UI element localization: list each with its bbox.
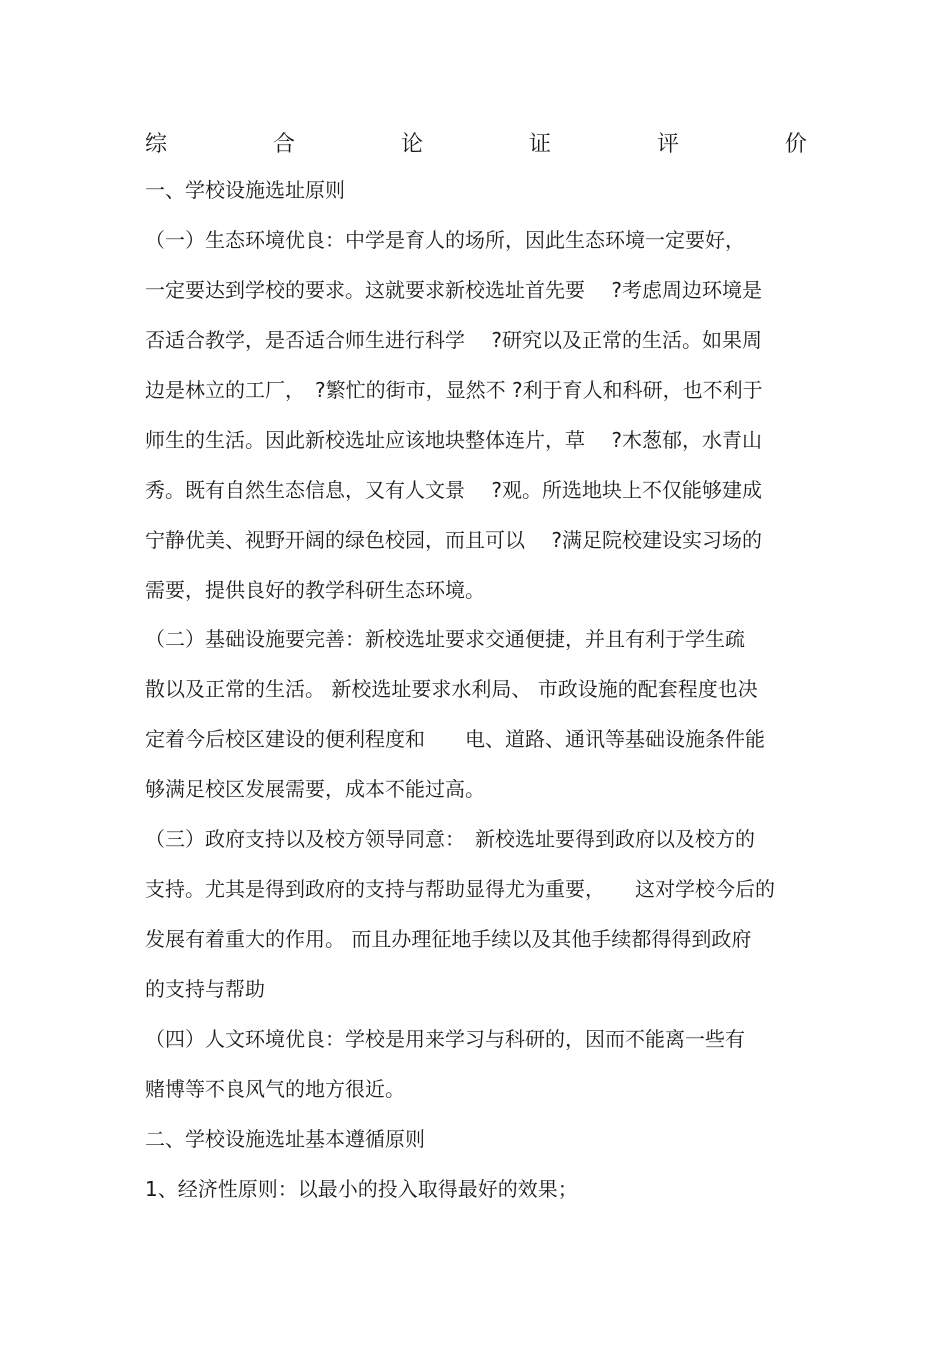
text-line: 1、经济性原则：以最小的投入取得最好的效果； [145,1177,578,1201]
title-char: 价 [784,131,807,157]
title-char: 证 [528,131,551,157]
title-char: 合 [272,131,295,157]
text-line: 否适合教学，是否适合师生进行科学 ?研究以及正常的生活。如果周 [145,328,762,352]
section-heading-1: 一、学校设施选址原则 [145,178,345,202]
document-title [145,124,807,160]
section-heading-2: 二、学校设施选址基本遵循原则 [145,1127,425,1151]
text-line: （三）政府支持以及校方领导同意： 新校选址要得到政府以及校方的 [145,827,755,851]
text-line: 边是林立的工厂， ?繁忙的街市，显然不 ?利于育人和科研，也不利于 [145,378,763,402]
text-line: 一定要达到学校的要求。这就要求新校选址首先要 ?考虑周边环境是 [145,278,762,302]
text-line: 支持。尤其是得到政府的支持与帮助显得尤为重要， 这对学校今后的 [145,877,775,901]
text-line: 散以及正常的生活。 新校选址要求水利局、 市政设施的配套程度也决 [145,677,758,701]
text-line: 够满足校区发展需要，成本不能过高。 [145,777,485,801]
text-line: 需要，提供良好的教学科研生态环境。 [145,578,485,602]
text-line: （一）生态环境优良：中学是育人的场所，因此生态环境一定要好， [145,228,745,252]
text-line: （四）人文环境优良：学校是用来学习与科研的，因而不能离一些有 [145,1027,745,1051]
title-char: 综 [145,131,168,157]
text-line: 发展有着重大的作用。 而且办理征地手续以及其他手续都得得到政府 [145,927,752,951]
text-line: 宁静优美、视野开阔的绿色校园，而且可以 ?满足院校建设实习场的 [145,528,762,552]
title-char: 评 [656,131,679,157]
text-line: （二）基础设施要完善：新校选址要求交通便捷，并且有利于学生疏 [145,627,745,651]
text-line: 赌博等不良风气的地方很近。 [145,1077,405,1101]
text-line: 师生的生活。因此新校选址应该地块整体连片，草 ?木葱郁，水青山 [145,428,762,452]
title-char: 论 [400,131,423,157]
text-line: 秀。既有自然生态信息，又有人文景 ?观。所选地块上不仅能够建成 [145,478,762,502]
text-line: 的支持与帮助 [145,977,265,1001]
text-line: 定着今后校区建设的便利程度和 电、道路、通讯等基础设施条件能 [145,727,765,751]
